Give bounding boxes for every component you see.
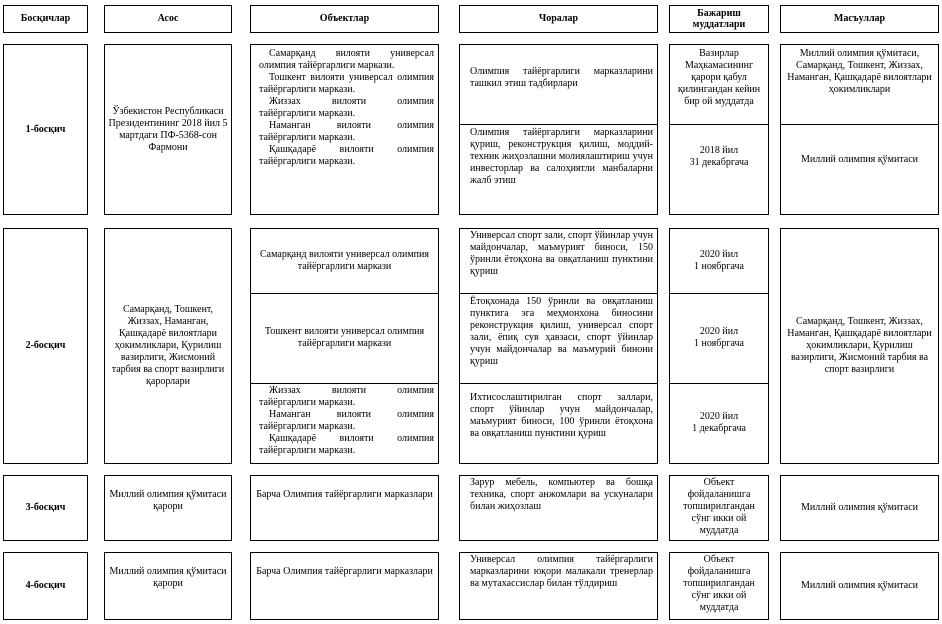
header-measures: Чоралар	[538, 13, 579, 24]
stage3-objects-box	[250, 475, 439, 541]
stage4-deadline-box	[669, 552, 769, 620]
stage2-deadline-2-line1: 2020 йил	[699, 326, 739, 337]
stage4-label: 4-босқич	[25, 580, 66, 591]
stage2-object-3-c: Қашқадарё вилояти олимпия тайёргарлиги маркази.	[259, 433, 434, 456]
stage3-basis: Миллий олимпия қўмитаси қарори	[109, 489, 227, 512]
stage1-label-box	[3, 44, 88, 215]
stage1-deadline-2	[670, 140, 768, 174]
stage1-objects-box	[250, 44, 439, 215]
header-stage-box	[3, 5, 88, 33]
header-objects: Объектлар	[319, 13, 370, 24]
stage1-measures-box	[459, 44, 658, 215]
stage1-measure-divider	[460, 124, 657, 125]
stage2-deadline-box	[669, 228, 769, 464]
stage1-object-5: Қашқадарё вилояти олимпия тайёргарлиги маркази.	[259, 144, 434, 167]
stage2-measure-3: Ихтисослаштирилган спорт заллари, спорт ўйинлар учун майдончалар, маъмурият биноси, 100 ўринли ётоқхона ва овқатланиш пунктини қуриш	[470, 392, 653, 439]
stage1-deadline-divider	[670, 124, 768, 125]
stage2-measure-divider-2	[460, 383, 657, 384]
stage2-basis: Самарқанд, Тошкент, Жиззах, Наманган, Қашқадарё вилоятлари ҳокимликлари, Қурилиш вазирлиги, Жисмоний тарбия ва спорт вазирлиги қарорлари	[111, 304, 225, 387]
stage2-deadline-2-line2: 1 ноябргача	[694, 338, 744, 349]
stage3-objects: Барча Олимпия тайёргарлиги марказлари	[256, 489, 433, 500]
stage4-label-box	[3, 552, 88, 620]
stage2-deadline-1-line1: 2020 йил	[699, 249, 739, 260]
header-deadline-box	[669, 5, 769, 33]
header-responsible: Масъуллар	[833, 13, 886, 24]
stage3-label: 3-босқич	[25, 502, 66, 513]
stage3-responsible: Миллий олимпия қўмитаси	[800, 502, 919, 513]
header-basis-box	[104, 5, 232, 33]
stage2-measures-box	[459, 228, 658, 464]
stage4-objects-box	[250, 552, 439, 620]
stage2-deadline-3	[670, 384, 768, 462]
stage2-object-3-b: Наманган вилояти олимпия тайёргарлиги маркази.	[259, 409, 434, 432]
stage1-basis: Ўзбекистон Республикаси Президентининг 2018 йил 5 мартдаги ПФ-5368-сон Фармони	[108, 105, 228, 153]
stage3-basis-box	[104, 475, 232, 541]
stage2-deadline-3-line1: 2020 йил	[699, 411, 739, 422]
stage1-measure-2: Олимпия тайёргарлиги марказларини қуриш, реконструкция қилиш, моддий-техник жиҳозлашни молиялаштириш учун инвесторлар ва салоҳиятли манбаларни жалб этиш	[470, 127, 653, 186]
stage1-objects	[251, 47, 438, 168]
stage1-object-2: Тошкент вилояти универсал олимпия тайёргарлиги маркази.	[259, 72, 434, 95]
stage1-responsible-1: Миллий олимпия қўмитаси, Самарқанд, Тошкент, Жиззах, Наманган, Қашқадарё вилоятлари ҳокимликлари	[787, 48, 932, 95]
stage1-object-4: Наманган вилояти олимпия тайёргарлиги маркази.	[259, 120, 434, 143]
stage2-deadline-1	[670, 229, 768, 293]
stage2-deadline-1-line2: 1 ноябргача	[694, 261, 744, 272]
stage2-basis-box	[104, 228, 232, 464]
stage1-deadline-box	[669, 44, 769, 215]
stage2-measure-2: Ётоқхонада 150 ўринли ва овқатланиш пунктига эга меҳмонхона биносини реконструкция қилиш, универсал спорт зали, ёпиқ сув ҳавзаси, спорт ўйинлар учун майдончалар ва маъмурий бинони қуриш	[470, 296, 653, 367]
stage4-basis-box	[104, 552, 232, 620]
stage2-object-3	[251, 384, 438, 457]
stage2-deadline-3-line2: 1 декабргача	[692, 423, 746, 434]
stage2-objects-box	[250, 228, 439, 464]
stage2-object-2: Тошкент вилояти универсал олимпия тайёргарлиги маркази	[264, 326, 425, 349]
stage4-responsible-box	[780, 552, 939, 620]
stage2-responsible-box	[780, 228, 939, 464]
stage3-measure: Зарур мебель, компьютер ва бошқа техника, спорт анжомлари ва ускуналари билан жиҳозлаш	[470, 477, 653, 512]
stage1-basis-box	[104, 44, 232, 215]
header-deadline	[670, 6, 768, 32]
stage4-measure-box	[459, 552, 658, 620]
stage1-deadline-1: Вазирлар Маҳкамасининг қарори қабул қилингандан кейин бир ой муддатда	[677, 48, 761, 107]
stage4-responsible: Миллий олимпия қўмитаси	[800, 580, 919, 591]
stage1-deadline-2-line2: 31 декабргача	[689, 157, 749, 168]
header-stage: Босқичлар	[20, 13, 71, 24]
header-measures-box	[459, 5, 658, 33]
stage1-responsible-2: Миллий олимпия қўмитаси	[800, 154, 919, 165]
header-responsible-box	[780, 5, 939, 33]
stage1-object-3: Жиззах вилояти олимпия тайёргарлиги маркази.	[259, 96, 434, 119]
stage1-deadline-2-line1: 2018 йил	[699, 145, 739, 156]
stage2-label: 2-босқич	[25, 340, 66, 351]
stage4-objects: Барча Олимпия тайёргарлиги марказлари	[256, 566, 433, 577]
header-basis: Асос	[157, 13, 179, 24]
stage2-measure-1: Универсал спорт зали, спорт ўйинлар учун майдончалар, маъмурият биноси, 150 ўринли ётоқхона ва овқатланиш пунктини қуриш	[470, 230, 653, 277]
stage1-responsible-box	[780, 44, 939, 215]
header-deadline-line1: Бажариш	[697, 8, 741, 19]
stage1-measure-1: Олимпия тайёргарлиги марказларини ташкил этиш тадбирлари	[470, 66, 653, 89]
header-deadline-line2: муддатлари	[692, 19, 746, 30]
stage3-measure-box	[459, 475, 658, 541]
stage3-label-box	[3, 475, 88, 541]
stage2-object-1: Самарқанд вилояти универсал олимпия тайёргарлиги маркази	[260, 249, 429, 272]
stage2-measure-divider-1	[460, 293, 657, 294]
stage2-deadline-2	[670, 294, 768, 382]
stage4-measure: Универсал олимпия тайёргарлиги марказларини юқори малакали тренерлар ва мутахассислар билан тўлдириш	[470, 554, 653, 589]
stage2-object-3-a: Жиззах вилояти олимпия тайёргарлиги маркази.	[259, 385, 434, 408]
header-objects-box	[250, 5, 439, 33]
stage2-label-box	[3, 228, 88, 464]
stage1-label: 1-босқич	[25, 123, 66, 135]
stage4-deadline: Объект фойдаланишга топширилгандан сўнг икки ой муддатда	[683, 554, 755, 613]
stage1-object-1: Самарқанд вилояти универсал олимпия тайёргарлиги маркази.	[259, 48, 434, 71]
stage3-responsible-box	[780, 475, 939, 541]
stage4-basis: Миллий олимпия қўмитаси қарори	[109, 566, 227, 589]
stage2-responsible: Самарқанд, Тошкент, Жиззах, Наманган, Қашқадарё вилоятлари ҳокимликлари, Қурилиш вазирлиги, Жисмоний тарбия ва спорт вазирлиги	[787, 316, 932, 375]
stage3-deadline-box	[669, 475, 769, 541]
stage3-deadline: Объект фойдаланишга топширилгандан сўнг икки ой муддатда	[683, 477, 755, 536]
